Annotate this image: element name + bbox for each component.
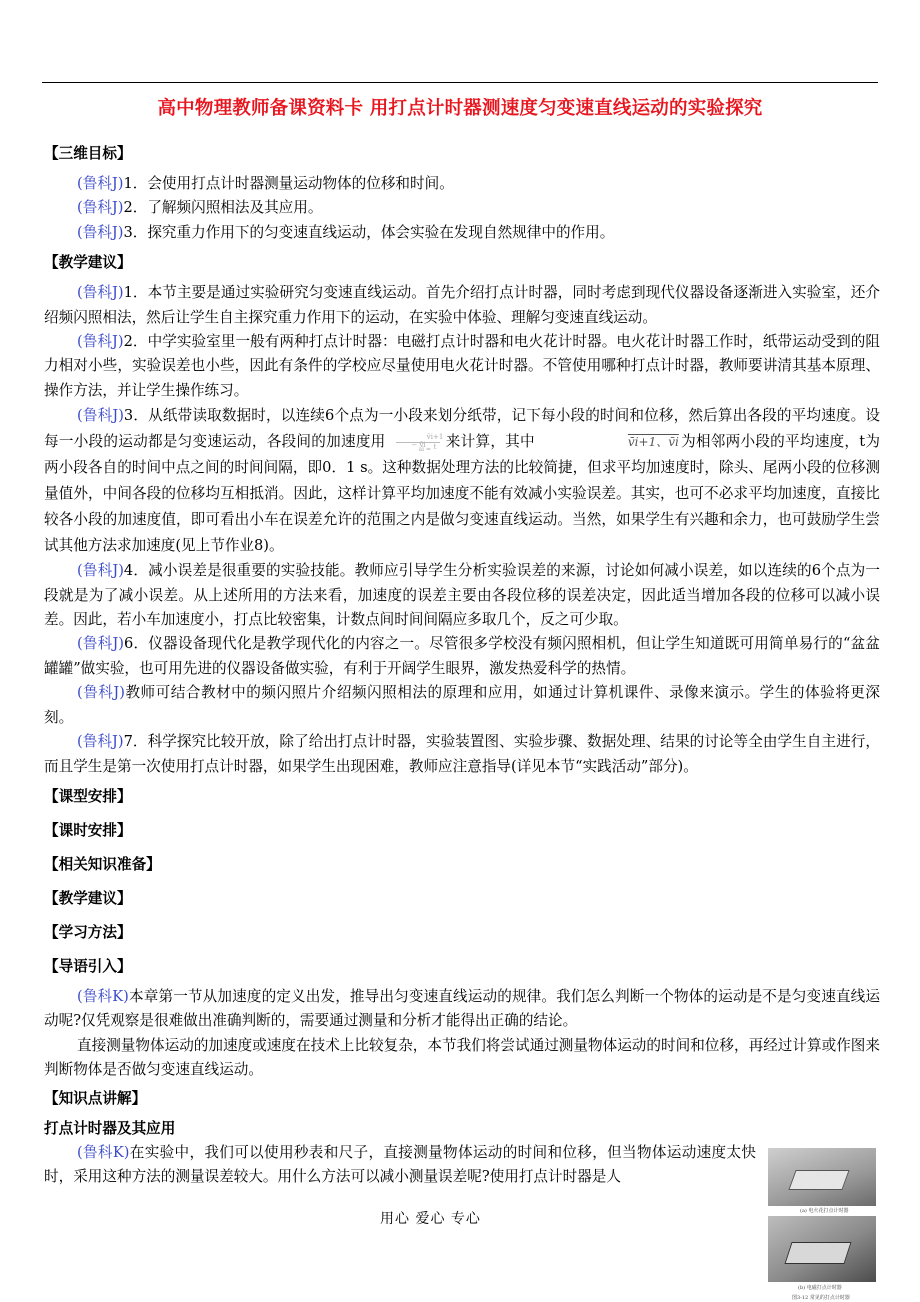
- header-rule: [42, 82, 878, 83]
- advice-paragraph: (鲁科J)1．本节主要是通过实验研究匀变速直线运动。首先介绍打点计时器，同时考虑到现代仪器设备逐渐进入实验室，还介绍频闪照相法，然后让学生自主探究重力作用下的运动，在实验中体验、理解匀变速直线运动。: [44, 284, 880, 326]
- figure-caption-a: (a) 电火花打点计时器: [800, 1208, 849, 1214]
- heading-knowledge-prep: 【相关知识准备】: [44, 855, 161, 873]
- heading-learning-method: 【学习方法】: [44, 923, 132, 941]
- advice-paragraph: (鲁科J)7．科学探究比较开放，除了给出打点计时器，实验装置图、实验步骤、数据处理、结果的讨论等全由学生自主进行，而且学生是第一次使用打点计时器，如果学生出现困难，教师应注意指导(详见本节“实践活动”部分)。: [44, 733, 880, 775]
- advice-paragraph: (鲁科J)教师可结合教材中的频闪照片介绍频闪照相法的原理和应用，如通过计算机课件、录像来演示。学生的体验将更深刻。: [44, 684, 880, 726]
- advice-paragraph: (鲁科J)4．减小误差是很重要的实验技能。教师应引导学生分析实验误差的来源，讨论如何减小误差，如以连续的6个点为一段就是为了减小误差。从上述所用的方法来看，加速度的误差主要由各段位移的误差决定，因此适当增加各段的位移可以减小误差。因此，若小车加速度小，打点比较密集，计数点间时间间隔应多取几个，反之可少取。: [44, 562, 880, 629]
- source-tag: (鲁科J): [77, 684, 125, 702]
- heading-lesson-hours: 【课时安排】: [44, 821, 132, 839]
- heading-knowledge-points: 【知识点讲解】: [44, 1089, 147, 1107]
- goal-item: (鲁科J)1．会使用打点计时器测量运动物体的位移和时间。: [77, 175, 454, 192]
- heading-goals: 【三维目标】: [44, 145, 132, 162]
- page-footer: 用心 爱心 专心: [380, 1211, 481, 1227]
- source-tag: (鲁科J): [77, 199, 124, 217]
- electromagnetic-timer-photo: [768, 1216, 876, 1282]
- heading-teaching-advice-2: 【教学建议】: [44, 889, 132, 907]
- source-tag: (鲁科J): [77, 175, 124, 192]
- source-tag: (鲁科J): [77, 407, 124, 425]
- page-title: 高中物理教师备课资料卡 用打点计时器测速度匀变速直线运动的实验探究: [157, 98, 763, 119]
- velocity-symbols-image: v̄i+1、v̄i: [627, 435, 679, 450]
- source-tag: (鲁科J): [77, 223, 124, 241]
- source-tag: (鲁科J): [77, 333, 124, 351]
- goal-item: (鲁科J)2．了解频闪照相法及其应用。: [77, 199, 323, 217]
- document-body: [44, 140, 880, 1189]
- figure-caption-b: (b) 电磁打点计时器: [798, 1285, 842, 1291]
- source-tag: (鲁科J): [77, 562, 124, 580]
- advice-paragraph: (鲁科J)2．中学实验室里一般有两种打点计时器：电磁打点计时器和电火花计时器。电火花计时器工作时，纸带运动受到的阻力相对小些，实验误差也小些，因此有条件的学校应尽量使用电火花计时器。不管使用哪种打点计时器，教师要讲清其基本原理、操作方法，并让学生操作练习。: [44, 333, 880, 399]
- intro-paragraph: (鲁科K)本章第一节从加速度的定义出发，推导出匀变速直线运动的规律。我们怎么判断一个物体的运动是不是匀变速直线运动呢?仅凭观察是很难做出准确判断的，需要通过测量和分析才能得出正确的结论。: [44, 987, 880, 1030]
- source-tag: (鲁科J): [77, 284, 124, 302]
- advice-paragraph: (鲁科J)3．从纸带读取数据时，以连续6个点为一小段来划分纸带，记下每小段的时间和位移，然后算出各段的平均速度。设每一小段的运动都是匀变速运动，各段间的加速度用 ai = v̄i+1 − v̄i t 来计算，其中 v̄i+1、v̄i 为相邻两小段的平均速度，t为两小段各自的时间中点之间的时间间隔，即0．1 s。这种数据处理方法的比较简捷，但求平均加速度时，除头、尾两小段的位移测量值外，中间各段的位移均互相抵消。因此，这样计算平均加速度不能有效减小实验误差。其实，也可不必求平均加速度，直接比较各小段的加速度值，即可看出小车在误差允许的范围之内是做匀变速直线运动。当然，如果学生有兴趣和余力，也可鼓励学生尝试其他方法求加速度(见上节作业8)。: [44, 407, 880, 555]
- spark-timer-photo: [768, 1148, 876, 1206]
- knowledge-paragraph: (鲁科K)在实验中，我们可以使用秒表和尺子，直接测量物体运动的时间和位移，但当物体运动速度太快时，采用这种方法的测量误差较大。用什么方法可以减小测量误差呢?使用打点计时器是人: [44, 1143, 756, 1185]
- source-tag: (鲁科K): [77, 987, 129, 1005]
- goal-item: (鲁科J)3．探究重力作用下的匀变速直线运动，体会实验在发现自然规律中的作用。: [77, 223, 615, 241]
- subheading-timer: 打点计时器及其应用: [44, 1119, 176, 1137]
- source-tag: (鲁科J): [77, 733, 124, 751]
- figure-caption: 图3-12 常见的打点计时器: [792, 1295, 850, 1301]
- source-tag: (鲁科J): [77, 635, 124, 653]
- advice-paragraph: (鲁科J)6．仪器设备现代化是教学现代化的内容之一。尽管很多学校没有频闪照相机，但让学生知道既可用简单易行的“盆盆罐罐”做实验，也可用先进的仪器设备做实验，有利于开阔学生眼界，激发热爱科学的热情。: [44, 635, 880, 677]
- heading-lesson-type: 【课型安排】: [44, 787, 132, 805]
- intro-paragraph: 直接测量物体运动的加速度或速度在技术上比较复杂，本节我们将尝试通过测量物体运动的时间和位移，再经过计算或作图来判断物体是否做匀变速直线运动。: [44, 1036, 880, 1079]
- heading-teaching-advice: 【教学建议】: [44, 254, 132, 272]
- source-tag: (鲁科K): [77, 1143, 130, 1161]
- heading-introduction: 【导语引入】: [44, 957, 132, 975]
- acceleration-formula-image: ai = v̄i+1 − v̄i t: [386, 433, 446, 451]
